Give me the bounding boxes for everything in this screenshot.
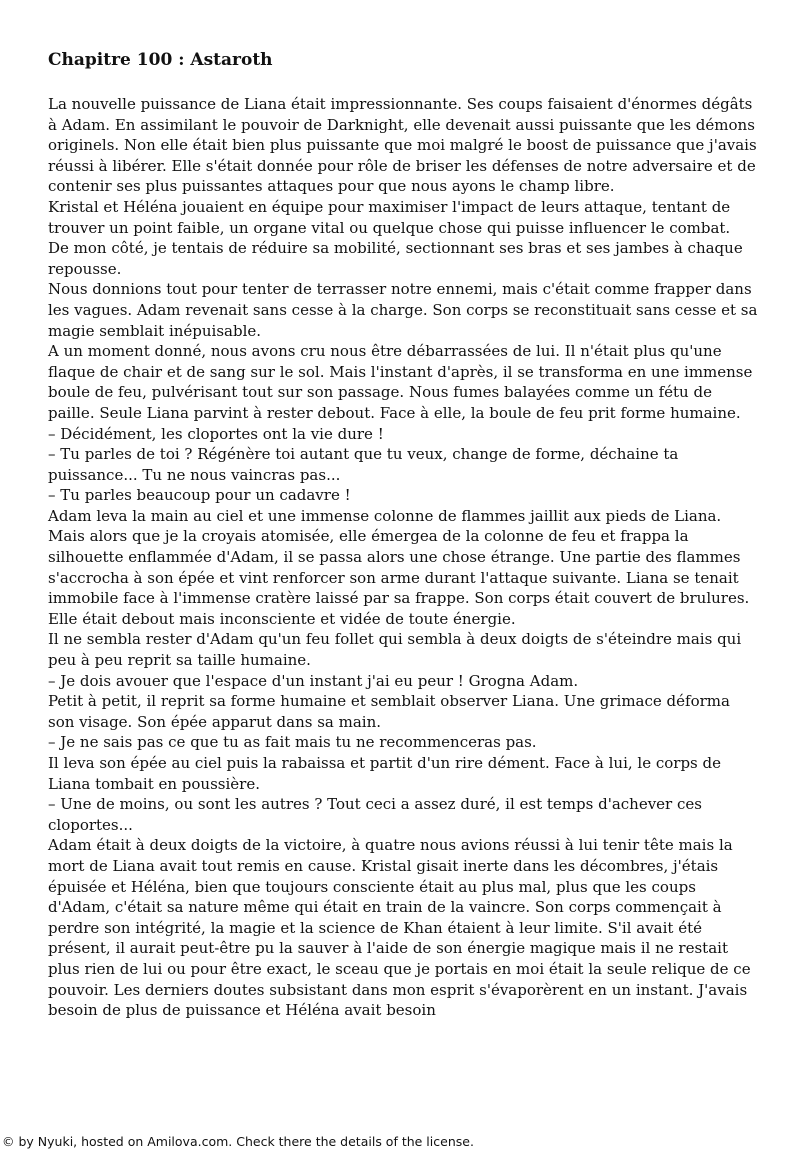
paragraph: La nouvelle puissance de Liana était impressionnante. Ses coups faisaient d'énormes dégâts à Adam. En assimilant le pouvoir de Darknight, elle devenait aussi puissante que les démons originels. Non elle était bien plus puissante que moi malgré le boost de puissance que j'avais réussi à libérer. Elle s'était donnée pour rôle de briser les défenses de notre adversaire et de contenir ses plus puissantes attaques pour que nous ayons le champ libre. bbox=[48, 95, 757, 196]
paragraph: Adam leva la main au ciel et une immense colonne de flammes jaillit aux pieds de Liana. Mais alors que je la croyais atomisée, elle émergea de la colonne de feu et frappa la silhouette enflammée d'Adam, il se passa alors une chose étrange. Une partie des flammes s'accrocha à son épée et vint renforcer son arme durant l'attaque suivante. Liana se tenait immobile face à l'immense cratère laissé par sa frappe. Son corps était couvert de brulures. Elle était debout mais inconsciente et vidée de toute énergie. bbox=[48, 506, 750, 628]
chapter-body bbox=[48, 94, 758, 1021]
paragraph: A un moment donné, nous avons cru nous être débarrassées de lui. Il n'était plus qu'une flaque de chair et de sang sur le sol. Mais l'instant d'après, il se transforma en une immense boule de feu, pulvérisant tout sur son passage. Nous fumes balayées comme un fétu de paille. Seule Liana parvint à rester debout. Face à elle, la boule de feu prit forme humaine. bbox=[48, 342, 753, 422]
dialogue-line: – Je dois avouer que l'espace d'un instant j'ai eu peur ! Grogna Adam. bbox=[48, 671, 579, 690]
paragraph: Il ne sembla rester d'Adam qu'un feu follet qui sembla à deux doigts de s'éteindre mais qui peu à peu reprit sa taille humaine. bbox=[48, 630, 742, 670]
dialogue-line: – Tu parles de toi ? Régénère toi autant que tu veux, change de forme, déchaine ta puissance... Tu ne nous vaincras pas... bbox=[48, 445, 679, 484]
dialogue-line: – Une de moins, ou sont les autres ? Tout ceci a assez duré, il est temps d'achever ces cloportes... bbox=[48, 795, 702, 834]
dialogue-line: – Tu parles beaucoup pour un cadavre ! bbox=[48, 486, 351, 505]
dialogue-line: – Décidément, les cloportes ont la vie dure ! bbox=[48, 424, 384, 443]
chapter-title: Chapitre 100 : Astaroth bbox=[48, 50, 273, 70]
paragraph: Adam était à deux doigts de la victoire, à quatre nous avions réussi à lui tenir tête mais la mort de Liana avait tout remis en cause. Kristal gisait inerte dans les décombres, j'étais épuisée et Héléna, bien que toujours consciente était au plus mal, plus que les coups d'Adam, c'était sa nature même qui était en train de la vaincre. Son corps commençait à perdre son intégrité, la magie et la science de Khan étaient à leur limite. S'il avait été présent, il aurait peut-être pu la sauver à l'aide de son énergie magique mais il ne restait plus rien de lui ou pour être exact, le sceau que je portais en moi était la seule relique de ce pouvoir. Les derniers doutes subsistant dans mon esprit s'évaporèrent en un instant. J'avais besoin de plus de puissance et Héléna avait besoin bbox=[48, 836, 751, 1020]
document-page bbox=[48, 48, 758, 1021]
paragraph: Petit à petit, il reprit sa forme humaine et semblait observer Liana. Une grimace déforma son visage. Son épée apparut dans sa main. bbox=[48, 692, 730, 731]
paragraph: Nous donnions tout pour tenter de terrasser notre ennemi, mais c'était comme frapper dans les vagues. Adam revenait sans cesse à la charge. Son corps se reconstituait sans cesse et sa magie semblait inépuisable. bbox=[48, 280, 758, 340]
paragraph: De mon côté, je tentais de réduire sa mobilité, sectionnant ses bras et ses jambes à chaque repousse. bbox=[48, 239, 743, 278]
dialogue-line: – Je ne sais pas ce que tu as fait mais tu ne recommenceras pas. bbox=[48, 733, 537, 752]
paragraph: Il leva son épée au ciel puis la rabaissa et partit d'un rire dément. Face à lui, le corps de Liana tombait en poussière. bbox=[48, 754, 722, 793]
paragraph: Kristal et Héléna jouaient en équipe pour maximiser l'impact de leurs attaque, tentant de trouver un point faible, un organe vital ou quelque chose qui puisse influencer le combat. bbox=[48, 197, 731, 237]
license-footer: © by Nyuki, hosted on Amilova.com. Check there the details of the license. bbox=[2, 1134, 474, 1149]
